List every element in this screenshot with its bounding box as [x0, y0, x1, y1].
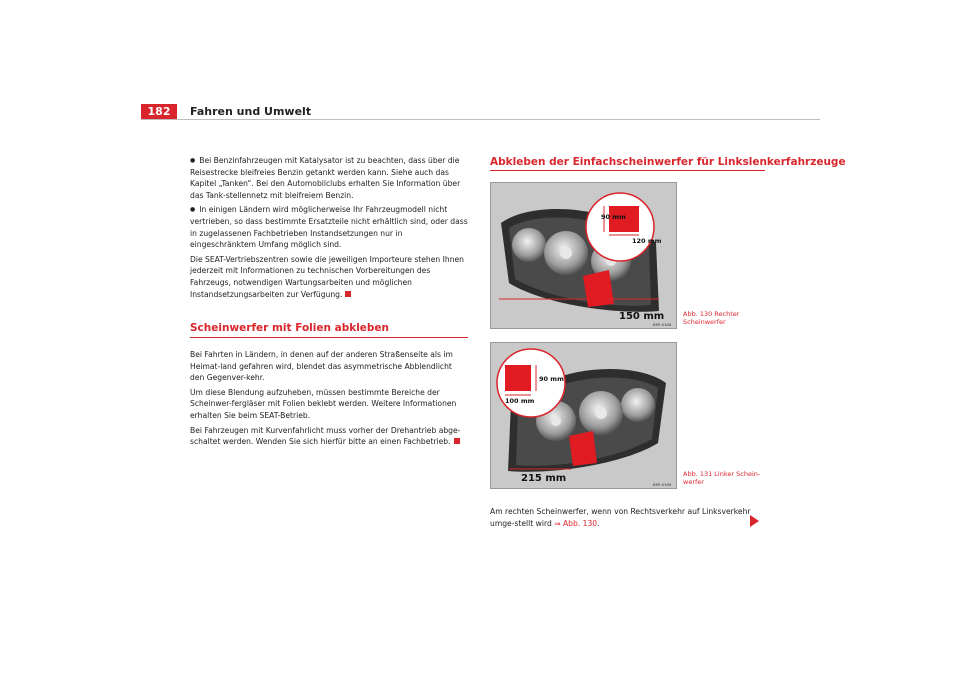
- running-header: Fahren und Umwelt: [190, 105, 312, 118]
- figure-link[interactable]: ⇒ Abb. 130: [554, 518, 598, 528]
- right-body-text: [490, 506, 760, 529]
- headlight-illustration: [491, 183, 676, 328]
- figure-caption: Abb. 130 Rechter Scheinwerfer: [683, 310, 740, 326]
- paragraph-text: Bei Fahrzeugen mit Kurvenfahrlicht muss vorher der Drehantrieb abge-schaltet werden. Wenden Sie sich hierfür bitte an einen Fachbetrieb.: [190, 425, 461, 447]
- page-number: 182: [141, 104, 177, 120]
- figure-right-headlight: [490, 182, 677, 329]
- section-title: Scheinwerfer mit Folien abkleben: [190, 322, 390, 334]
- end-mark-icon: [345, 291, 351, 297]
- bullet-text: Bei Benzinfahrzeugen mit Katalysator ist zu beachten, dass über die Reisestrecke bleifreies Benzin getankt werden kann. Siehe auch das Kapitel „Tanken“. Bei den Automobilclubs erhalten Sie Information über das Tank-stellennetz mit bleifreiem Benzin.: [190, 156, 461, 200]
- body-text-tail: .: [597, 518, 600, 528]
- header-rule: [141, 119, 820, 120]
- left-column-section: [190, 349, 468, 451]
- dimension-label: 100 mm: [505, 397, 535, 405]
- paragraph: [190, 425, 468, 448]
- body-text: Am rechten Scheinwerfer, wenn von Rechtsverkehr auf Linksverkehr umge-stellt wird: [490, 507, 751, 528]
- dimension-label: 90 mm: [601, 213, 626, 221]
- figure-code: B5P-0168: [653, 322, 672, 327]
- section-rule: [190, 337, 468, 338]
- figure-caption: Abb. 131 Linker Schein-werfer: [683, 470, 761, 486]
- paragraph: [190, 254, 468, 300]
- bullet-item: [190, 155, 468, 201]
- section-rule-right: [490, 170, 765, 171]
- dimension-label: 150 mm: [619, 311, 665, 322]
- dimension-label: 90 mm: [539, 375, 564, 383]
- section-title-right: Abkleben der Einfachscheinwerfer für Linkslenkerfahrzeuge: [490, 156, 846, 168]
- headlight-illustration: [491, 343, 676, 488]
- dimension-label: 120 mm: [632, 237, 662, 245]
- paragraph: Bei Fahrten in Ländern, in denen auf der anderen Straßenseite als im Heimat-land gefahren wird, blendet das asymmetrische Abblendlicht den Gegenver-kehr.: [190, 350, 453, 383]
- figure-code: B5P-0169: [653, 482, 672, 487]
- end-mark-icon: [454, 438, 460, 444]
- paragraph: Um diese Blendung aufzuheben, müssen bestimmte Bereiche der Scheinwer-fergläser mit Folien beklebt werden. Weitere Informationen erhalten Sie beim SEAT-Betrieb.: [190, 387, 457, 420]
- figure-left-headlight: [490, 342, 677, 489]
- dimension-label: 215 mm: [521, 473, 567, 484]
- next-page-arrow-icon[interactable]: [750, 515, 759, 527]
- bullet-text: In einigen Ländern wird möglicherweise Ihr Fahrzeugmodell nicht vertrieben, so dass bestimmte Ersatzteile nicht erhältlich sind, oder dass in zugelassenen Fachbetrieben Instandsetzungen nur in eingeschränktem Umfang möglich sind.: [190, 205, 468, 250]
- bullet-item: [190, 204, 468, 250]
- left-column: [190, 155, 468, 303]
- paragraph-text: Die SEAT-Vertriebszentren sowie die jeweiligen Importeure stehen Ihnen jederzeit mit Informationen zu technischen Vorbereitungen des Fahrzeugs, notwendigen Wartungsarbeiten und möglichen Instandsetzungsarbeiten zur Verfügung.: [190, 254, 464, 299]
